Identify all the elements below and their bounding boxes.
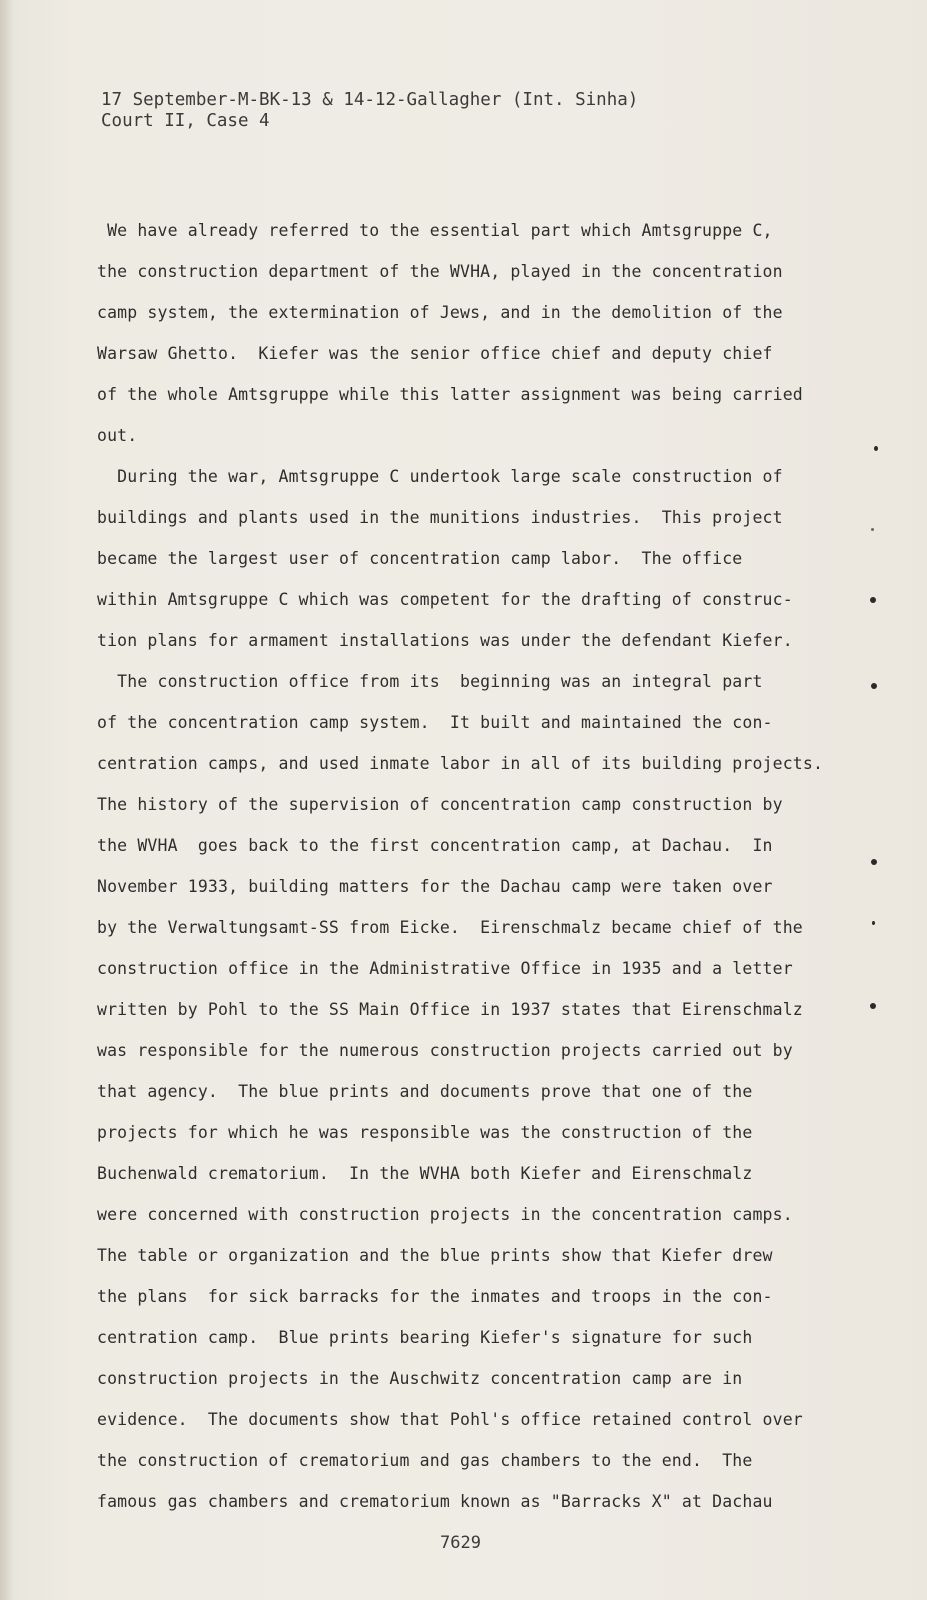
body-line: Warsaw Ghetto. Kiefer was the senior office chief and deputy chief bbox=[97, 344, 773, 363]
body-line: famous gas chambers and crematorium known as "Barracks X" at Dachau bbox=[97, 1492, 773, 1511]
page-edge-shadow bbox=[0, 0, 14, 1600]
body-line: was responsible for the numerous construction projects carried out by bbox=[97, 1041, 793, 1060]
body-line: Buchenwald crematorium. In the WVHA both Kiefer and Eirenschmalz bbox=[97, 1164, 753, 1183]
body-line: of the concentration camp system. It built and maintained the con- bbox=[97, 713, 773, 732]
body-line: the construction of crematorium and gas chambers to the end. The bbox=[97, 1451, 753, 1470]
body-line: camp system, the extermination of Jews, and in the demolition of the bbox=[97, 303, 783, 322]
body-line: of the whole Amtsgruppe while this latter assignment was being carried bbox=[97, 385, 803, 404]
body-line: were concerned with construction projects in the concentration camps. bbox=[97, 1205, 793, 1224]
body-line: The history of the supervision of concentration camp construction by bbox=[97, 795, 783, 814]
body-line: within Amtsgruppe C which was competent for the drafting of construc- bbox=[97, 590, 793, 609]
body-line: the plans for sick barracks for the inmates and troops in the con- bbox=[97, 1287, 773, 1306]
document-header bbox=[101, 90, 638, 132]
body-line: November 1933, building matters for the Dachau camp were taken over bbox=[97, 877, 773, 896]
header-line-2: Court II, Case 4 bbox=[101, 111, 270, 131]
margin-mark bbox=[871, 528, 874, 531]
body-line: the WVHA goes back to the first concentration camp, at Dachau. In bbox=[97, 836, 773, 855]
margin-mark bbox=[874, 446, 878, 451]
body-line: written by Pohl to the SS Main Office in 1937 states that Eirenschmalz bbox=[97, 1000, 803, 1019]
body-line: construction office in the Administrative Office in 1935 and a letter bbox=[97, 959, 793, 978]
body-line: buildings and plants used in the munitions industries. This project bbox=[97, 508, 783, 527]
page-number: 7629 bbox=[440, 1533, 481, 1553]
header-line-1: 17 September-M-BK-13 & 14-12-Gallagher (Int. Sinha) bbox=[101, 90, 639, 110]
body-line: tion plans for armament installations was under the defendant Kiefer. bbox=[97, 631, 793, 650]
body-line: During the war, Amtsgruppe C undertook large scale construction of bbox=[97, 467, 783, 486]
margin-mark bbox=[871, 683, 877, 689]
body-line: by the Verwaltungsamt-SS from Eicke. Eirenschmalz became chief of the bbox=[97, 918, 803, 937]
body-line: centration camps, and used inmate labor in all of its building projects. bbox=[97, 754, 824, 773]
body-line: The construction office from its beginning was an integral part bbox=[97, 672, 763, 691]
body-line: The table or organization and the blue prints show that Kiefer drew bbox=[97, 1246, 773, 1265]
body-line: became the largest user of concentration camp labor. The office bbox=[97, 549, 743, 568]
margin-mark bbox=[872, 921, 875, 925]
body-line: out. bbox=[97, 426, 138, 445]
margin-mark bbox=[871, 859, 877, 865]
body-line: projects for which he was responsible was the construction of the bbox=[97, 1123, 753, 1142]
margin-mark bbox=[870, 1003, 876, 1009]
body-line: that agency. The blue prints and documents prove that one of the bbox=[97, 1082, 753, 1101]
body-line: We have already referred to the essential part which Amtsgruppe C, bbox=[97, 221, 773, 240]
margin-mark bbox=[870, 597, 876, 603]
body-line: evidence. The documents show that Pohl's office retained control over bbox=[97, 1410, 803, 1429]
body-line: centration camp. Blue prints bearing Kiefer's signature for such bbox=[97, 1328, 753, 1347]
body-line: the construction department of the WVHA, played in the concentration bbox=[97, 262, 783, 281]
body-line: construction projects in the Auschwitz concentration camp are in bbox=[97, 1369, 743, 1388]
